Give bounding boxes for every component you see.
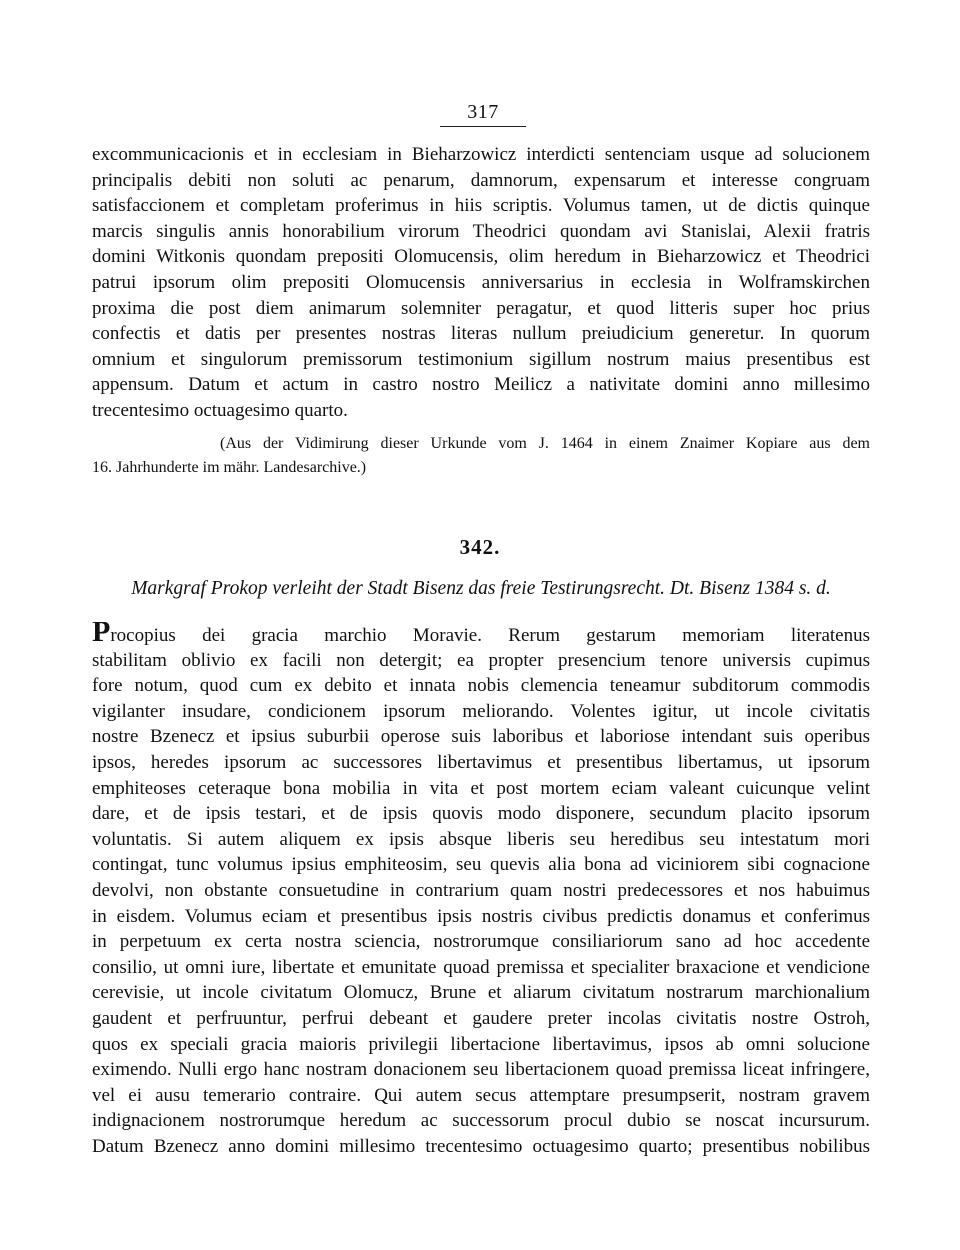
text-line: appensum. Datum et actum in castro nostro Meilicz a nativitate domini anno millesimo — [92, 374, 870, 396]
text-line: nostre Bzenecz et ipsius suburbii operose suis laboribus et laboriose intendant suis operibus — [92, 726, 870, 748]
text-line: dare, et de ipsis testari, et de ipsis quovis modo disponere, secundum placito ipsorum — [92, 803, 870, 825]
text-line: confectis et datis per presentes nostras literas nullum preiudicium generetur. In quorum — [92, 323, 870, 345]
text-line: excommunicacionis et in ecclesiam in Bieharzowicz interdicti sentenciam usque ad solucionem — [92, 144, 870, 165]
text-line: voluntatis. Si autem aliquem ex ipsis absque liberis seu heredibus seu intestatum mori — [92, 828, 870, 850]
text-line: gaudent et perfruuntur, perfrui debeant et gaudere preter incolas civitatis nostre Ostroh, — [92, 1007, 870, 1029]
paragraph-continuation — [92, 142, 870, 424]
text-line: in perpetuum ex certa nostra sciencia, nostrorumque consiliariorum sano ad hoc accedente — [92, 931, 870, 953]
text-line: in eisdem. Volumus eciam et presentibus ipsis nostris civibus predictis donamus et conferimus — [92, 905, 870, 927]
text-line: omnium et singulorum premissorum testimonium sigillum nostrum maius presentibus est — [92, 348, 870, 370]
source-note-line: 16. Jahrhunderte im mähr. Landesarchive.) — [92, 459, 367, 476]
document-heading: Markgraf Prokop verleiht der Stadt Bisenz das freie Testirungsrecht. Dt. Bisenz 1384 s. d. — [131, 578, 831, 599]
initial-letter: P — [92, 622, 111, 648]
charter-text — [92, 622, 870, 1159]
text-line: contingat, tunc volumus ipsius emphiteosim, seu quevis alia bona ad viciniorem sibi cognacione — [92, 854, 870, 876]
text-line: emphiteoses ceteraque bona mobilia in vita et post mortem eciam valeant cuicunque velint — [92, 777, 870, 799]
text-line: fore notum, quod cum ex debito et innata nobis clemencia teneamur subditorum commodis — [92, 675, 870, 697]
source-note — [92, 432, 870, 480]
text-line: marcis singulis annis honorabilium virorum Theodrici quondam avi Stanislai, Alexii fratris — [92, 220, 870, 242]
text-line: satisfaccionem et completam proferimus in hiis scriptis. Volumus tamen, ut de dictis quinque — [92, 195, 870, 217]
text-line: quos ex speciali gracia maioris privilegii libertacione libertavimus, ipsos ab omni solucione — [92, 1033, 870, 1055]
first-line-text: rocopius dei gracia marchio Moravie. Rerum gestarum memoriam literatenus — [110, 625, 870, 646]
text-line: proxima die post diem animarum solemniter peragatur, et quod litteris super hoc prius — [92, 297, 870, 319]
text-line: patrui ipsorum olim prepositi Olomucensis anniversarius in ecclesia in Wolframskirchen — [92, 271, 870, 293]
text-line: vel ei ausu temerario contraire. Qui autem secus attemptare presumpserit, nostram gravem — [92, 1084, 870, 1106]
text-line: Datum Bzenecz anno domini millesimo trecentesimo octuagesimo quarto; presentibus nobilibus — [92, 1135, 870, 1157]
text-line: cerevisie, ut incole civitatum Olomucz, Brune et aliarum civitatum nostrarum marchionalium — [92, 982, 870, 1004]
page-number: 317 — [467, 101, 499, 123]
text-line: vigilanter insudare, condicionem ipsorum meliorando. Volentes igitur, ut incole civitatis — [92, 700, 870, 722]
page-number-rule — [440, 126, 526, 127]
text-line: principalis debiti non soluti ac penarum, damnorum, expensarum et interesse congruam — [92, 169, 870, 191]
text-line: stabilitam oblivio ex facili non detergit; ea propter presencium tenore universis cupimus — [92, 649, 870, 671]
source-note-line: (Aus der Vidimirung dieser Urkunde vom J. 1464 in einem Znaimer Kopiare aus dem — [220, 435, 870, 452]
text-line: eximendo. Nulli ergo hanc nostram donacionem seu libertacionem quoad premissa liceat infringere, — [92, 1059, 870, 1081]
text-line: trecentesimo octuagesimo quarto. — [92, 399, 348, 421]
text-line: ipsos, heredes ipsorum ac successores libertavimus et presentibus libertamus, ut ipsorum — [92, 751, 870, 773]
text-line: indignacionem nostrorumque heredum ac successorum procul dubio se noscat incursurum. — [92, 1110, 870, 1132]
text-line: domini Witkonis quondam prepositi Olomucensis, olim heredum in Bieharzowicz et Theodrici — [92, 246, 870, 268]
text-line-first — [92, 622, 870, 648]
document-number: 342. — [459, 535, 501, 559]
text-line: consilio, ut omni iure, libertate et emunitate quoad premissa et specialiter braxacione et vendicione — [92, 956, 870, 978]
text-line: devolvi, non obstante consuetudine in contrarium quam nostri predecessores et nos habuimus — [92, 879, 870, 901]
